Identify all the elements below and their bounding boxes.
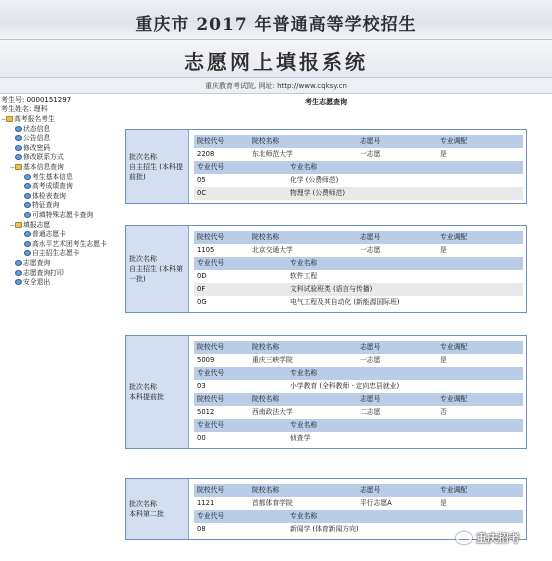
nav-item-label: 高水平艺术团考生志愿卡	[32, 239, 107, 248]
page-title: 重庆市 2017 年普通高等学校招生	[135, 15, 417, 35]
col-school-code: 院校代号	[197, 137, 225, 145]
col-major-code: 专业代号	[197, 259, 225, 267]
nav-item[interactable]	[0, 211, 122, 221]
col-adjust: 专业调配	[440, 343, 468, 351]
page-icon	[15, 260, 22, 266]
chat-bubble-icon	[456, 532, 472, 544]
school-row	[194, 497, 523, 510]
col-major-name: 专业名称	[290, 369, 318, 377]
school-row	[194, 354, 523, 367]
adjust-value: 是	[440, 499, 447, 507]
nav-item-label: 自主招生志愿卡	[32, 249, 80, 258]
name-value: 理科	[33, 105, 48, 113]
col-school-code: 院校代号	[197, 395, 225, 403]
col-adjust: 专业调配	[440, 233, 468, 241]
nav-item[interactable]	[0, 230, 122, 240]
col-major-name: 专业名称	[290, 512, 318, 520]
col-choice-no: 志愿号	[360, 395, 381, 403]
nav-item[interactable]	[0, 240, 122, 250]
col-major-name: 专业名称	[290, 163, 318, 171]
major-code: 03	[197, 382, 206, 390]
col-school-name: 院校名称	[252, 395, 280, 403]
batch-section	[125, 129, 527, 204]
school-name: 首都体育学院	[252, 499, 293, 507]
nav-item[interactable]	[0, 249, 122, 259]
nav-item[interactable]	[0, 201, 122, 211]
page-icon	[24, 183, 31, 189]
collapse-toggle-icon[interactable]: −	[10, 163, 16, 171]
major-header-row	[194, 419, 523, 432]
major-code: 0D	[197, 272, 207, 280]
school-row	[194, 244, 523, 257]
major-code: 0F	[197, 285, 206, 293]
batch-name-value: 本科提前批	[129, 393, 164, 401]
page-icon	[24, 212, 31, 218]
col-major-code: 专业代号	[197, 421, 225, 429]
col-school-name: 院校名称	[252, 343, 280, 351]
page-icon	[24, 250, 31, 256]
nav-item-label: 高考报名考生	[14, 115, 55, 123]
col-school-name: 院校名称	[252, 486, 280, 494]
name-label: 考生姓名:	[1, 105, 32, 113]
nav-item-label: 基本信息查询	[23, 162, 64, 171]
major-row	[194, 432, 523, 445]
nav-item[interactable]	[0, 115, 122, 125]
batch-label	[126, 336, 189, 448]
major-header-row	[194, 510, 523, 523]
school-code: 1105	[197, 246, 215, 254]
batch-name-label: 批次名称	[129, 500, 157, 508]
batch-name-label: 批次名称	[129, 152, 157, 161]
major-row	[194, 283, 523, 296]
major-header-row	[194, 367, 523, 380]
major-name: 新闻学 (体育新闻方向)	[290, 525, 359, 533]
major-header-row	[194, 161, 523, 174]
major-row	[194, 187, 523, 200]
school-code: 5009	[197, 356, 215, 364]
major-header-row	[194, 257, 523, 270]
batch-name-label: 批次名称	[129, 255, 157, 263]
page-icon	[15, 145, 22, 151]
col-adjust: 专业调配	[440, 486, 468, 494]
school-name: 东北师范大学	[252, 150, 293, 158]
batch-name-value: 自主招生 (本科提前批)	[129, 162, 183, 181]
nav-item-label: 特征查询	[32, 201, 60, 210]
folder-icon	[15, 164, 22, 170]
school-name: 北京交通大学	[252, 246, 293, 254]
nav-item[interactable]	[0, 269, 122, 279]
col-major-name: 专业名称	[290, 259, 318, 267]
nav-item[interactable]	[0, 221, 122, 231]
page-icon	[15, 154, 22, 160]
major-name: 侦查学	[290, 434, 311, 442]
nav-tree	[0, 115, 122, 288]
nav-item-label: 修改密码	[23, 143, 51, 152]
batch-label	[126, 226, 189, 312]
folder-icon	[15, 222, 22, 228]
adjust-value: 是	[440, 246, 447, 254]
nav-item-label: 状态信息	[23, 124, 51, 133]
school-name: 重庆三峡学院	[252, 356, 293, 364]
school-header-row	[194, 231, 523, 244]
nav-item-label: 普通志愿卡	[32, 230, 66, 239]
choice-no: 一志愿	[360, 246, 381, 254]
adjust-value: 是	[440, 356, 447, 364]
nav-item-label: 志愿查询	[23, 258, 51, 267]
page-icon	[24, 241, 31, 247]
major-name: 化学 (公费师范)	[290, 176, 339, 184]
nav-item-label: 修改联系方式	[23, 153, 64, 162]
school-header-row	[194, 484, 523, 497]
query-title: 考生志愿查询	[305, 98, 347, 106]
school-code: 1121	[197, 499, 215, 507]
major-row	[194, 174, 523, 187]
major-name: 软件工程	[290, 272, 318, 280]
major-row	[194, 296, 523, 309]
major-row	[194, 270, 523, 283]
page-icon	[24, 193, 31, 199]
page-icon	[15, 270, 22, 276]
collapse-toggle-icon[interactable]: −	[1, 116, 7, 123]
col-major-code: 专业代号	[197, 512, 225, 520]
header-title-bar	[0, 0, 552, 40]
nav-item-label: 可填特殊志愿卡查询	[32, 210, 94, 219]
header-subtitle-bar	[0, 40, 552, 78]
watermark-text: 重庆招考	[475, 532, 520, 545]
major-name: 物理学 (公费师范)	[290, 189, 346, 197]
batch-section	[125, 225, 527, 313]
nav-item[interactable]	[0, 182, 122, 192]
major-row	[194, 380, 523, 393]
nav-item[interactable]	[0, 259, 122, 269]
page-icon	[24, 202, 31, 208]
exam-no-label: 考生号:	[1, 96, 25, 104]
adjust-value: 是	[440, 150, 447, 158]
col-school-code: 院校代号	[197, 486, 225, 494]
nav-item[interactable]	[0, 144, 122, 154]
batch-section	[125, 335, 527, 449]
col-major-name: 专业名称	[290, 421, 318, 429]
nav-item[interactable]	[0, 153, 122, 163]
sidebar	[0, 96, 122, 288]
batch-label	[126, 479, 189, 539]
page-icon	[24, 231, 31, 237]
choice-no: 一志愿	[360, 150, 381, 158]
nav-item[interactable]	[0, 173, 122, 183]
col-choice-no: 志愿号	[360, 343, 381, 351]
col-adjust: 专业调配	[440, 137, 468, 145]
col-school-code: 院校代号	[197, 343, 225, 351]
nav-item[interactable]	[0, 134, 122, 144]
col-major-code: 专业代号	[197, 163, 225, 171]
col-choice-no: 志愿号	[360, 233, 381, 241]
major-name: 小学教育 (全科教师 · 定向忠县就业)	[290, 382, 400, 390]
school-row	[194, 148, 523, 161]
nav-item-label: 安全退出	[23, 278, 51, 287]
page-icon	[15, 126, 22, 132]
batch-name-value: 自主招生 (本科第一批)	[129, 265, 183, 283]
major-code: 08	[197, 525, 206, 533]
choice-no: 平行志愿A	[360, 499, 392, 507]
collapse-toggle-icon[interactable]: −	[10, 221, 16, 229]
col-major-code: 专业代号	[197, 369, 225, 377]
nav-item-label: 志愿查询打印	[23, 268, 64, 277]
choice-no: 一志愿	[360, 356, 381, 364]
header-info-bar: 重庆教育考试院, 网址: http://www.cqksy.cn	[0, 78, 552, 94]
nav-item[interactable]	[0, 192, 122, 202]
col-adjust: 专业调配	[440, 395, 468, 403]
major-name: 电气工程及其自动化 (新能源国际班)	[290, 298, 400, 306]
page-icon	[15, 135, 22, 141]
choice-no: 二志愿	[360, 408, 381, 416]
folder-icon	[6, 116, 13, 122]
school-name: 西南政法大学	[252, 408, 293, 416]
nav-item[interactable]	[0, 278, 122, 288]
page-icon	[15, 279, 22, 285]
batch-name-label: 批次名称	[129, 383, 157, 391]
school-header-row	[194, 341, 523, 354]
school-code: 2208	[197, 150, 215, 158]
major-code: 0C	[197, 189, 207, 197]
nav-item-label: 高考成绩查询	[32, 182, 73, 191]
col-choice-no: 志愿号	[360, 486, 381, 494]
col-school-name: 院校名称	[252, 233, 280, 241]
batch-label	[126, 130, 189, 203]
school-header-row	[194, 135, 523, 148]
exam-no-line	[0, 96, 122, 105]
major-code: 05	[197, 176, 206, 184]
nav-item[interactable]	[0, 163, 122, 173]
school-code: 5012	[197, 408, 215, 416]
col-school-name: 院校名称	[252, 137, 280, 145]
main-panel	[125, 96, 527, 533]
nav-item-label: 填报志愿	[23, 220, 51, 229]
col-school-code: 院校代号	[197, 233, 225, 241]
nav-item-label: 考生基本信息	[32, 172, 73, 181]
adjust-value: 否	[440, 408, 447, 416]
batch-name-value: 本科第二批	[129, 510, 164, 518]
page-icon	[24, 174, 31, 180]
major-code: 00	[197, 434, 206, 442]
system-title: 志愿网上填报系统	[184, 50, 368, 74]
school-header-row	[194, 393, 523, 406]
col-choice-no: 志愿号	[360, 137, 381, 145]
nav-item[interactable]	[0, 125, 122, 135]
nav-item-label: 体检表查询	[32, 191, 66, 200]
major-name: 文科试验班类 (语言与传播)	[290, 285, 373, 293]
school-row	[194, 406, 523, 419]
major-code: 0G	[197, 298, 207, 306]
watermark	[456, 530, 548, 552]
exam-no-value: 0000151297	[26, 96, 72, 104]
student-name-line	[0, 105, 122, 114]
nav-item-label: 公告信息	[23, 134, 51, 143]
